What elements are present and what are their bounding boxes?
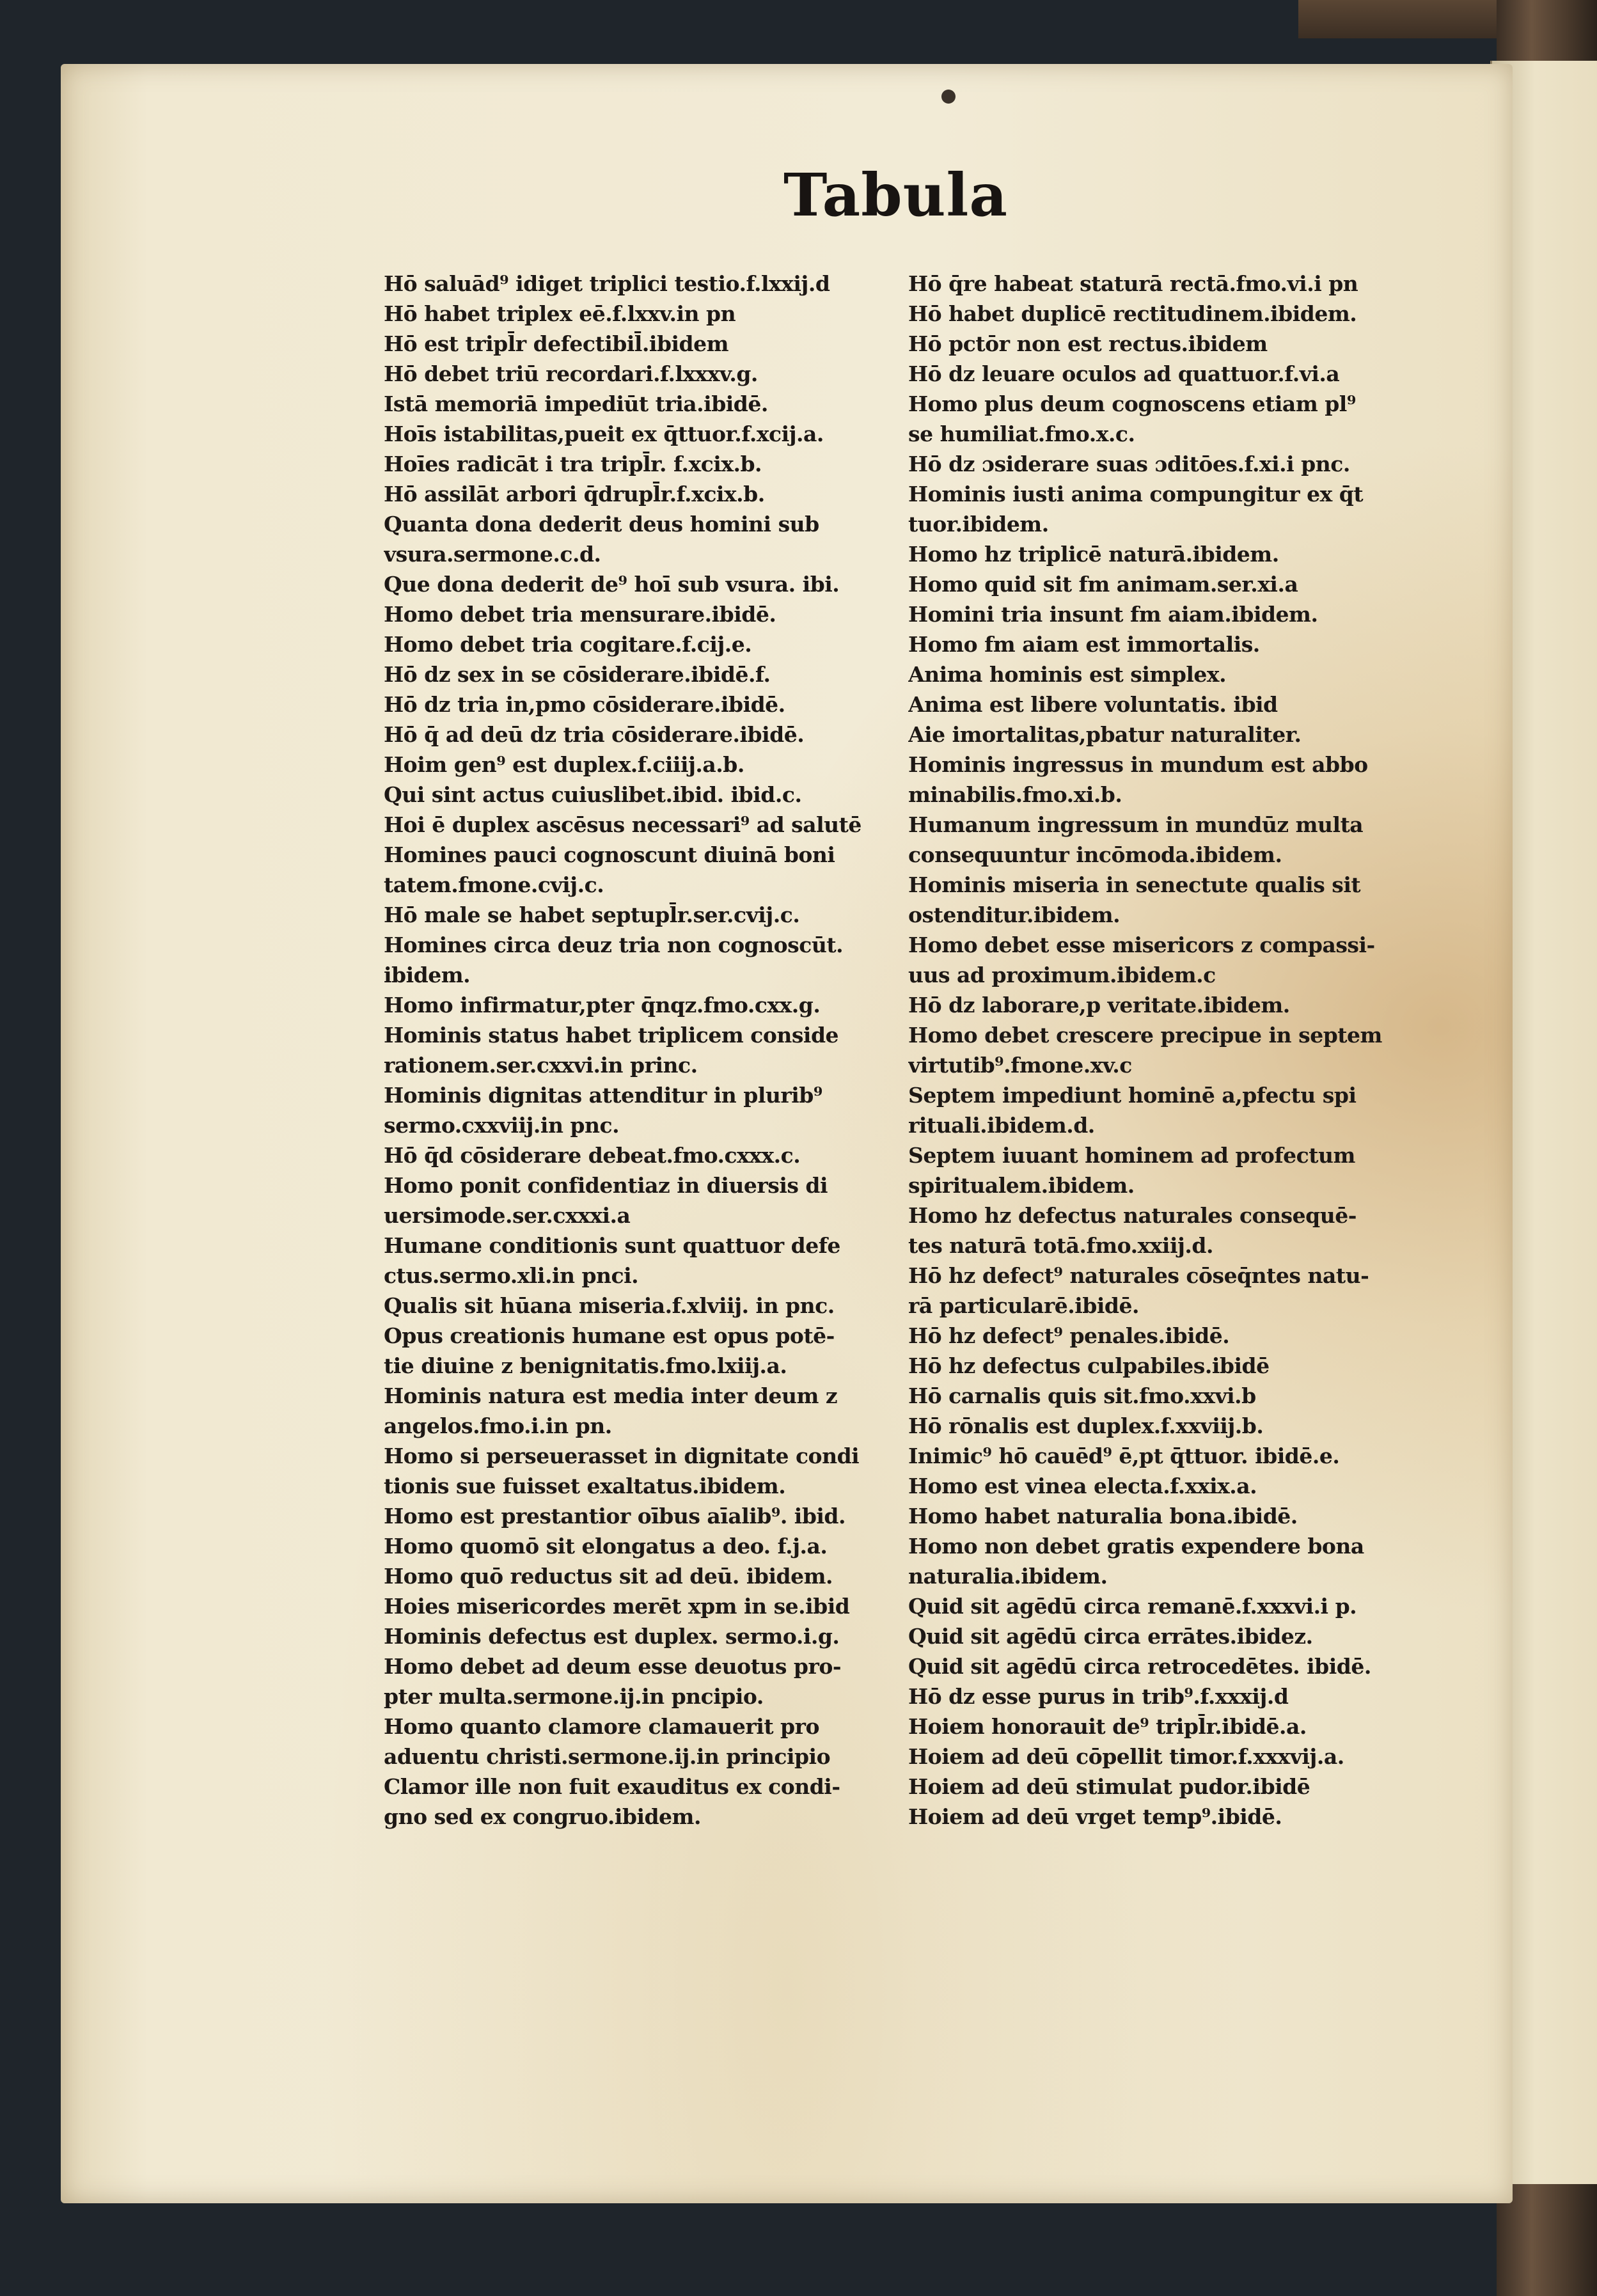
index-entry-line: Homo ponit confidentiaz in diuersis di — [384, 1173, 828, 1198]
index-entry-line: Anima est libere voluntatis. ibid — [908, 692, 1278, 717]
index-entry-line: angelos.fmo.i.in pn. — [384, 1413, 612, 1438]
index-entry-line: Humane conditionis sunt quattuor defe — [384, 1233, 840, 1258]
index-entry-line: Hō dz ɔsiderare suas ɔditōes.f.xi.i pnc. — [908, 452, 1350, 476]
index-entry-line: Qui sint actus cuiuslibet.ibid. ibid.c. — [384, 782, 802, 807]
index-entry-line: Hō dz esse purus in trib⁹.f.xxxij.d — [908, 1684, 1289, 1709]
index-entry-line: minabilis.fmo.xi.b. — [908, 782, 1122, 807]
index-entry-line: sermo.cxxviij.in pnc. — [384, 1113, 620, 1138]
index-entry-line: Hominis miseria in senectute qualis sit — [908, 872, 1361, 897]
index-entry-line: virtutib⁹.fmone.xv.c — [908, 1053, 1132, 1078]
index-entry-line: Hoim gen⁹ est duplex.f.ciiij.a.b. — [384, 752, 744, 777]
index-entry-line: Quid sit agēdū circa errātes.ibidez. — [908, 1624, 1313, 1649]
index-entry-line: Hō pctōr non est rectus.ibidem — [908, 331, 1268, 356]
index-entry-line: Homo est vinea electa.f.xxix.a. — [908, 1474, 1257, 1498]
index-entry-line: vsura.sermone.c.d. — [384, 542, 601, 567]
index-entry-line: Septem impediunt hominē a,pfectu spi — [908, 1083, 1357, 1108]
index-entry-line: Homo debet esse misericors z compassi- — [908, 932, 1375, 957]
index-entry-line: Que dona dederit de⁹ hoī sub vsura. ibi. — [384, 572, 840, 597]
index-entry-line: Hō carnalis quis sit.fmo.xxvi.b — [908, 1383, 1256, 1408]
index-entry-line: Opus creationis humane est opus potē- — [384, 1323, 835, 1348]
index-entry-line: rationem.ser.cxxvi.in princ. — [384, 1053, 698, 1078]
index-entry-line: uersimode.ser.cxxxi.a — [384, 1203, 631, 1228]
index-entry-line: rā particularē.ibidē. — [908, 1293, 1139, 1318]
index-entry-line: Hō dz leuare oculos ad quattuor.f.vi.a — [908, 361, 1340, 386]
index-entry-line: uus ad proximum.ibidem.c — [908, 963, 1216, 987]
index-entry-line: ctus.sermo.xli.in pnci. — [384, 1263, 639, 1288]
index-entry-line: rituali.ibidem.d. — [908, 1113, 1095, 1138]
index-entry-line: Homo debet tria mensurare.ibidē. — [384, 602, 776, 627]
index-entry-line: Humanum ingressum in mundūz multa — [908, 812, 1364, 837]
index-entry-line: Hō dz tria in,pmo cōsiderare.ibidē. — [384, 692, 785, 717]
index-entry-line: Hominis iusti anima compungitur ex q̄t — [908, 482, 1364, 507]
index-entry-line: Hō habet duplicē rectitudinem.ibidem. — [908, 301, 1357, 326]
index-entry-line: Hoīs istabilitas,pueit ex q̄ttuor.f.xcij.a. — [384, 421, 824, 446]
index-entry-line: ibidem. — [384, 963, 471, 987]
index-entry-line: gno sed ex congruo.ibidem. — [384, 1804, 701, 1829]
index-entry-line: Homo infirmatur,pter q̄nqz.fmo.cxx.g. — [384, 993, 821, 1018]
index-column-left — [384, 269, 895, 1832]
index-entry-line: consequuntur incōmoda.ibidem. — [908, 842, 1282, 867]
index-entry-line: Homo quomō sit elongatus a deo. f.j.a. — [384, 1534, 828, 1559]
index-entry-line: Hoīes radicāt i tra tripl̄r. f.xcix.b. — [384, 452, 762, 476]
index-entry-line: Istā memoriā impediūt tria.ibidē. — [384, 391, 768, 416]
index-entry-line: se humiliat.fmo.x.c. — [908, 421, 1135, 446]
index-entry-line: Hō male se habet septupl̄r.ser.cvij.c. — [384, 902, 800, 927]
ink-spot — [941, 90, 956, 104]
index-entry-line: tuor.ibidem. — [908, 512, 1049, 537]
index-entry-line: Hō q̄re habeat staturā rectā.fmo.vi.i pn — [908, 271, 1358, 296]
index-entry-line: naturalia.ibidem. — [908, 1564, 1108, 1589]
index-column-right — [908, 269, 1433, 1832]
index-entry-line: Septem iuuant hominem ad profectum — [908, 1143, 1355, 1168]
index-entry-line: Homo debet ad deum esse deuotus pro- — [384, 1654, 842, 1679]
index-entry-line: Homo quid sit fm animam.ser.xi.a — [908, 572, 1298, 597]
index-entry-line: pter multa.sermone.ij.in pncipio. — [384, 1684, 764, 1709]
index-entry-line: Hō q̄ ad deū dz tria cōsiderare.ibidē. — [384, 722, 805, 747]
index-entry-line: Quid sit agēdū circa remanē.f.xxxvi.i p. — [908, 1594, 1357, 1619]
index-entry-line: Hominis dignitas attenditur in plurib⁹ — [384, 1083, 822, 1108]
index-entry-line: Hō rōnalis est duplex.f.xxviij.b. — [908, 1413, 1264, 1438]
index-entry-line: Hō dz sex in se cōsiderare.ibidē.f. — [384, 662, 771, 687]
index-entry-line: Hominis defectus est duplex. sermo.i.g. — [384, 1624, 840, 1649]
index-entry-line: Anima hominis est simplex. — [908, 662, 1227, 687]
index-entry-line: Hominis natura est media inter deum z — [384, 1383, 838, 1408]
index-entry-line: Homo quō reductus sit ad deū. ibidem. — [384, 1564, 833, 1589]
index-entry-line: Homo habet naturalia bona.ibidē. — [908, 1504, 1298, 1529]
index-entry-line: Hoiem honorauit de⁹ tripl̄r.ibidē.a. — [908, 1714, 1307, 1739]
index-entry-line: tes naturā totā.fmo.xxiij.d. — [908, 1233, 1213, 1258]
index-entry-line: Homo non debet gratis expendere bona — [908, 1534, 1364, 1559]
index-entry-line: Hominis ingressus in mundum est abbo — [908, 752, 1368, 777]
index-entry-line: ostenditur.ibidem. — [908, 902, 1121, 927]
index-entry-line: Homo hz defectus naturales consequē- — [908, 1203, 1357, 1228]
index-entry-line: Hō debet triū recordari.f.lxxxv.g. — [384, 361, 758, 386]
index-entry-line: Hō assilāt arbori q̄drupl̄r.f.xcix.b. — [384, 482, 765, 507]
index-entry-line: Hominis status habet triplicem conside — [384, 1023, 839, 1048]
index-entry-line: Hō est tripl̄r defectibil̄.ibidem — [384, 331, 729, 356]
index-entry-line: Aie imortalitas,pbatur naturaliter. — [908, 722, 1302, 747]
book-board-top — [1298, 0, 1503, 38]
index-entry-line: tie diuine z benignitatis.fmo.lxiij.a. — [384, 1353, 787, 1378]
index-entry-line: Homo hz triplicē naturā.ibidem. — [908, 542, 1279, 567]
index-entry-line: Quanta dona dederit deus homini sub — [384, 512, 819, 537]
index-entry-line: Homo plus deum cognoscens etiam pl⁹ — [908, 391, 1356, 416]
index-entry-line: aduentu christi.sermone.ij.in principio — [384, 1744, 831, 1769]
index-entry-line: Homini tria insunt fm aiam.ibidem. — [908, 602, 1318, 627]
index-entry-line: tatem.fmone.cvij.c. — [384, 872, 604, 897]
index-entry-line: Homines circa deuz tria non cognoscūt. — [384, 932, 844, 957]
index-entry-line: Homo est prestantior oībus aīalib⁹. ibid. — [384, 1504, 846, 1529]
index-entry-line: Hō saluād⁹ idiget triplici testio.f.lxxij.d — [384, 271, 830, 296]
index-entry-line: Homo fm aiam est immortalis. — [908, 632, 1260, 657]
index-entry-line: Hoiem ad deū stimulat pudor.ibidē — [908, 1774, 1310, 1799]
index-entry-line: Quid sit agēdū circa retrocedētes. ibidē. — [908, 1654, 1371, 1679]
index-entry-line: Hō q̄d cōsiderare debeat.fmo.cxxx.c. — [384, 1143, 801, 1168]
index-entry-line: Hoiem ad deū vrget temp⁹.ibidē. — [908, 1804, 1282, 1829]
index-entry-line: Hō hz defectus culpabiles.ibidē — [908, 1353, 1270, 1378]
index-entry-line: Hō habet triplex eē.f.lxxv.in pn — [384, 301, 736, 326]
index-entry-line: Hō hz defect⁹ naturales cōseq̄ntes natu- — [908, 1263, 1369, 1288]
index-entry-line: Hoiem ad deū cōpellit timor.f.xxxvij.a. — [908, 1744, 1344, 1769]
index-entry-line: Hoi ē duplex ascēsus necessari⁹ ad salutē — [384, 812, 861, 837]
page-heading: Tabula — [783, 161, 1009, 230]
index-entry-line: Homo quanto clamore clamauerit pro — [384, 1714, 820, 1739]
index-entry-line: tionis sue fuisset exaltatus.ibidem. — [384, 1474, 786, 1498]
index-entry-line: Inimic⁹ hō cauēd⁹ ē,pt q̄ttuor. ibidē.e. — [908, 1443, 1340, 1468]
index-entry-line: Homo debet tria cogitare.f.cij.e. — [384, 632, 752, 657]
index-entry-line: Hō hz defect⁹ penales.ibidē. — [908, 1323, 1230, 1348]
index-entry-line: Homines pauci cognoscunt diuinā boni — [384, 842, 835, 867]
index-entry-line: Qualis sit hūana miseria.f.xlviij. in pnc. — [384, 1293, 835, 1318]
index-entry-line: Hoies misericordes merēt xpm in se.ibid — [384, 1594, 850, 1619]
index-entry-line: Clamor ille non fuit exauditus ex condi- — [384, 1774, 840, 1799]
index-entry-line: Homo debet crescere precipue in septem — [908, 1023, 1382, 1048]
index-entry-line: Homo si perseuerasset in dignitate condi — [384, 1443, 860, 1468]
index-entry-line: spiritualem.ibidem. — [908, 1173, 1135, 1198]
index-entry-line: Hō dz laborare,p veritate.ibidem. — [908, 993, 1290, 1018]
